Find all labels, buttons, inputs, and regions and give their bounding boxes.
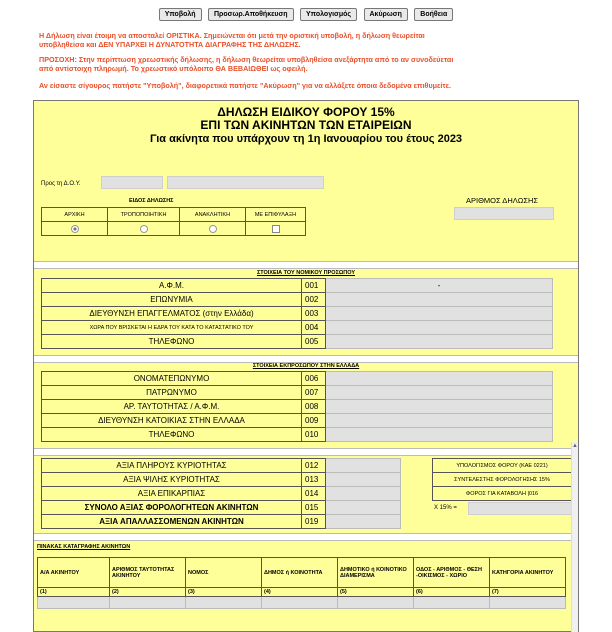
help-button[interactable]: Βοήθεια [414,8,453,21]
temp-save-button[interactable]: Προσωρ.Αποθήκευση [208,8,294,21]
table-row: ΧΩΡΑ ΠΟΥ ΒΡΙΣΚΕΤΑΙ Η ΕΔΡΑ ΤΟΥ ΚΑΤΑ ΤΟ ΚΑΤΑΣΤΑΤΙΚΟ ΤΟΥ 004 [42,321,553,335]
tax-amount-field[interactable] [468,502,572,515]
kind-amending-label: ΤΡΟΠΟΠΟΙΗΤΙΚΗ [108,208,180,222]
calculate-button[interactable]: Υπολογισμός [300,8,357,21]
kind-revoking-label: ΑΝΑΚΛΗΤΙΚΗ [180,208,246,222]
table-row: ΔΙΕΥΘΥΝΣΗ ΚΑΤΟΙΚΙΑΣ ΣΤΗΝ ΕΛΛΑΔΑ 009 [42,414,553,428]
assets-number-row: (1) (2) (3) (4) (5) (6) (7) [38,588,566,597]
toolbar [0,3,612,21]
tax-multiplier-label: X 15% = [434,505,457,511]
table-row: ΣΥΝΟΛΟ ΑΞΙΑΣ ΦΟΡΟΛΟΓΗΤΕΩΝ ΑΚΙΝΗΤΩΝ 015 [42,501,401,515]
kind-reservation-checkbox[interactable] [272,225,280,233]
asset-district-field[interactable] [338,597,414,609]
tax-rate-label: ΣΥΝΤΕΛΕΣΤΗΣ ΦΟΡΟΛΟΓΗΣΗΣ 15% [433,473,572,487]
total-taxable-value-field[interactable] [326,501,401,515]
table-row: ΕΠΩΝΥΜΙΑ 002 [42,293,553,307]
full-ownership-value-field[interactable] [326,459,401,473]
form-title: ΔΗΛΩΣΗ ΕΙΔΙΚΟΥ ΦΟΡΟΥ 15% [217,105,395,119]
afm-field[interactable]: - [326,279,553,293]
asset-category-field[interactable] [490,597,566,609]
business-address-field[interactable] [326,307,553,321]
scroll-up-arrow-icon[interactable]: ▲ [572,443,578,449]
seat-country-field[interactable] [326,321,553,335]
kind-initial-radio[interactable] [71,225,79,233]
kind-title: ΕΙΔΟΣ ΔΗΛΩΣΗΣ [129,198,174,204]
table-row: ΑΞΙΑ ΨΙΛΗΣ ΚΥΡΙΟΤΗΤΑΣ 013 [42,473,401,487]
doy-label: Προς τη Δ.Ο.Υ. [41,181,81,187]
tax-calc-table [432,458,572,501]
table-row: Α.Φ.Μ. 001 - [42,279,553,293]
doy-code-field[interactable] [101,176,163,189]
warning-final-submit: Η Δήλωση είναι έτοιμη να αποσταλεί ΟΡΙΣΤΙΚΑ. Σημειώνεται ότι μετά την οριστική υποβολή, η δήλωση θεωρείται υποβληθείσα και ΔΕΝ ΥΠΑΡΧΕΙ Η ΔΥΝΑΤΟΤΗΤΑ ΔΙΑΓΡΑΦΗΣ ΤΗΣ ΔΗΛΩΣΗΣ. [39,31,425,49]
cancel-button[interactable]: Ακύρωση [364,8,408,21]
kind-revoking-radio[interactable] [209,225,217,233]
table-row: ΤΗΛΕΦΩΝΟ 010 [42,428,553,442]
warning-confirm: Αν είσαστε σίγουρος πατήστε "Υποβολή", διαφορετικά πατήστε "Ακύρωση" για να αλλάξετε όποια δεδομένα επιθυμείτε. [39,81,452,90]
assets-section-title: ΠΙΝΑΚΑΣ ΚΑΤΑΓΡΑΦΗΣ ΑΚΙΝΗΤΩΝ [37,544,131,550]
asset-id-field[interactable] [110,597,186,609]
usufruct-value-field[interactable] [326,487,401,501]
company-name-field[interactable] [326,293,553,307]
rep-address-field[interactable] [326,414,553,428]
form-subtitle: ΕΠΙ ΤΩΝ ΑΚΙΝΗΤΩΝ ΤΩΝ ΕΤΑΙΡΕΙΩΝ [200,118,412,132]
exempt-value-field[interactable] [326,515,401,529]
rep-fullname-field[interactable] [326,372,553,386]
kind-reservation-label: ΜΕ ΕΠΙΦΥΛΑΞΗ [246,208,306,222]
declaration-year: 2023 [437,133,463,145]
asset-prefecture-field[interactable] [186,597,262,609]
table-row: ΑΞΙΑ ΠΛΗΡΟΥΣ ΚΥΡΙΟΤΗΤΑΣ 012 [42,459,401,473]
legal-entity-section-title: ΣΤΟΙΧΕΙΑ ΤΟΥ ΝΟΜΙΚΟΥ ΠΡΟΣΩΠΟΥ [256,270,356,276]
rep-id-field[interactable] [326,400,553,414]
entity-phone-field[interactable] [326,335,553,349]
warning-debit: ΠΡΟΣΟΧΗ: Στην περίπτωση χρεωστικής δήλωσης, η δήλωση θεωρείται υποβληθείσα ανεξάρτητα από το αν συνοδεύεται από αντίστοιχη πληρωμή. Το χρεωστικό υπόλοιπο ΘΑ ΒΕΒΑΙΩΘΕΙ ως οφειλή. [39,55,454,73]
assets-scrollbar[interactable] [571,442,578,632]
declaration-number-label: ΑΡΙΘΜΟΣ ΔΗΛΩΣΗΣ [466,196,539,205]
table-row: ΟΝΟΜΑΤΕΠΩΝΥΜΟ 006 [42,372,553,386]
kind-amending-radio[interactable] [140,225,148,233]
bare-ownership-value-field[interactable] [326,473,401,487]
legal-entity-table [41,278,553,349]
representative-table [41,371,553,442]
asset-aa-field[interactable] [38,597,110,609]
submit-button[interactable]: Υποβολή [159,8,202,21]
tax-due-label: ΦΟΡΟΣ ΓΙΑ ΚΑΤΑΒΟΛΗ |016 [433,487,572,501]
asset-street-field[interactable] [414,597,490,609]
rep-fathername-field[interactable] [326,386,553,400]
declaration-kind-table [41,207,306,236]
table-row: ΑΡ. ΤΑΥΤΟΤΗΤΑΣ / Α.Φ.Μ. 008 [42,400,553,414]
assets-header-row: Α/Α ΑΚΙΝΗΤΟΥ ΑΡΙΘΜΟΣ ΤΑΥΤΟΤΗΤΑΣ ΑΚΙΝΗΤΟΥ ΝΟΜΟΣ ΔΗΜΟΣ ή ΚΟΙΝΟΤΗΤΑ ΔΗΜΟΤΙΚΟ ή ΚΟΙΝΟΤΙΚΟ ΔΙΑΜΕΡΙΣΜΑ ΟΔΟΣ - ΑΡΙΘΜΟΣ - ΘΕΣΗ -ΟΙΚΙΣΜΟΣ - ΧΩΡΙΟ ΚΑΤΗΓΟΡΙΑ ΑΚΙΝΗΤΟΥ [38,558,566,588]
tax-calc-title: ΥΠΟΛΟΓΙΣΜΟΣ ΦΟΡΟΥ (ΚΑΕ 0221) [433,459,572,473]
declaration-number-field[interactable] [454,207,554,220]
values-table [41,458,401,529]
table-row: ΔΙΕΥΘΥΝΣΗ ΕΠΑΓΓΕΛΜΑΤΟΣ (στην Ελλάδα) 003 [42,307,553,321]
representative-section-title: ΣΤΟΙΧΕΙΑ ΕΚΠΡΟΣΩΠΟΥ ΣΤΗΝ ΕΛΛΑΔΑ [252,363,360,369]
table-row: ΑΞΙΑ ΑΠΑΛΛΑΣΣΟΜΕΝΩΝ ΑΚΙΝΗΤΩΝ 019 [42,515,401,529]
asset-municipality-field[interactable] [262,597,338,609]
table-row: ΠΑΤΡΩΝΥΜΟ 007 [42,386,553,400]
kind-initial-label: ΑΡΧΙΚΗ [42,208,108,222]
assets-table [37,557,566,609]
table-row [38,597,566,609]
doy-name-field[interactable] [167,176,324,189]
declaration-form [33,100,579,632]
rep-phone-field[interactable] [326,428,553,442]
table-row: ΑΞΙΑ ΕΠΙΚΑΡΠΙΑΣ 014 [42,487,401,501]
form-year-line: Για ακίνητα που υπάρχουν τη 1η Ιανουαρίου του έτους 2023 [149,133,463,145]
table-row: ΤΗΛΕΦΩΝΟ 005 [42,335,553,349]
